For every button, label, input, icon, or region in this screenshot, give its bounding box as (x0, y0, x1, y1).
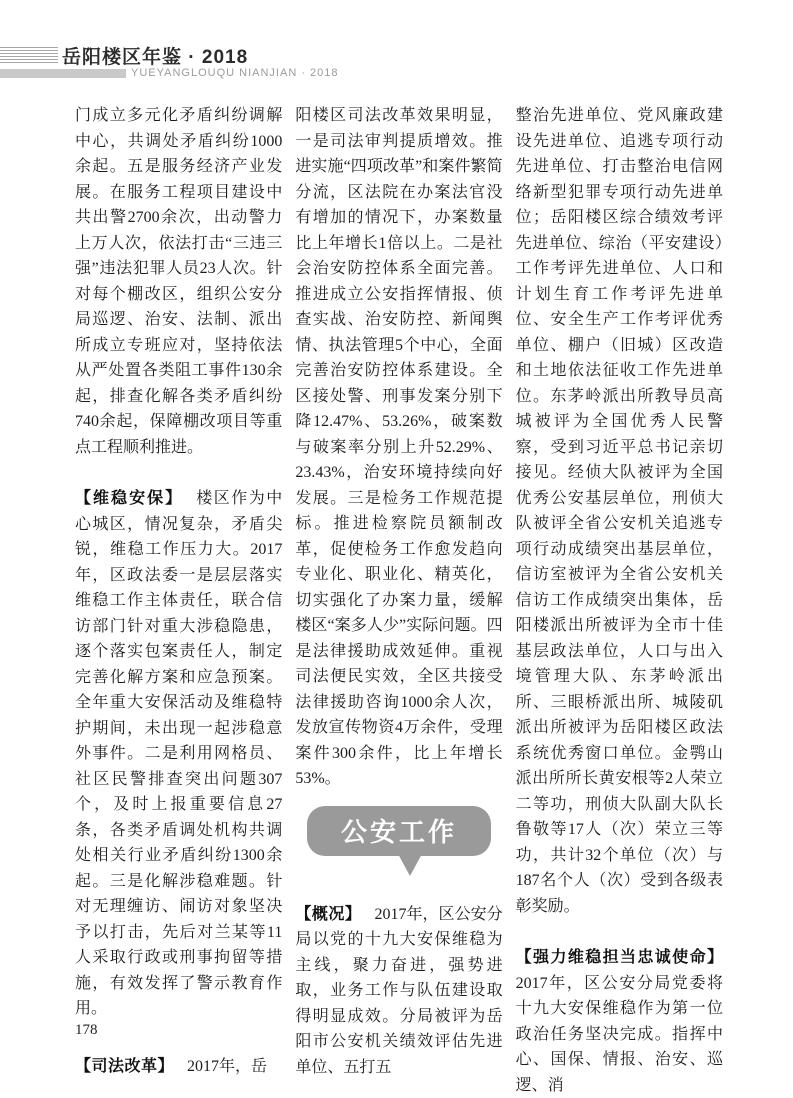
paragraph-text: 门成立多元化矛盾纠纷调解中心，共调处矛盾纠纷1000余起。五是服务经济产业发展。在服务工程项目建设中共出警2700余次，出动警力上万人次，依法打击“三违三强”违法犯罪人员23人次。针对每个棚改区，组织公安分局巡逻、治安、法制、派出所成立专班应对，坚持依法从严处置各类阻工事件130余起，排查化解各类矛盾纠纷740余起，保障棚改项目等重点工程顺利推进。 (75, 107, 283, 456)
section-heading: 【司法改革】 (75, 1057, 175, 1075)
bubble-pointer-decoration (397, 852, 423, 876)
paragraph-text: 阳楼区司法改革效果明显，一是司法审判提质增效。推进实施“四项改革”和案件繁简分流，区法院在办案法官没有增加的情况下，办案数量比上年增长1倍以上。二是社会治安防控体系全面完善。推进成立公安指挥情报、侦查实战、治安防控、新闻舆情、执法管理5个中心，全面完善治安防控体系建设。全区接处警、刑事发案分别下降12.47%、53.26%，破案数与破案率分别上升52.29%、23.43%，治安环境持续向好发展。三是检务工作规范提标。推进检察院员额制改革，促使检务工作愈发趋向专业化、职业化、精英化，切实强化了办案力量，缓解楼区“案多人少”实际问题。四是法律援助成效延伸。重视司法便民实效，全区共接受法律援助咨询1000余人次，发放宣传物资4万余件，受理案件300余件，比上年增长53%。 (295, 107, 503, 787)
section-gaikuang (295, 902, 502, 1081)
paragraph-continuation (295, 103, 502, 792)
section-sifa-gaige (75, 1054, 282, 1080)
section-text: 2017年，岳 (187, 1057, 268, 1075)
paragraph-text: 整治先进单位、党风廉政建设先进单位、追逃专项行动先进单位、打击整治电信网络新型犯罪专项行动先进单位；岳阳楼区综合绩效考评先进单位、综治（平安建设）工作考评先进单位、人口和计划生育工作考评先进单位、安全生产工作考评优秀单位、棚户（旧城）区改造和土地依法征收工作先进单位。东茅岭派出所教导员高城被评为全国优秀人民警察，受到习近平总书记亲切接见。经侦大队被评为全国优秀公安基层单位，刑侦大队被评全省公安机关追逃专项行动成绩突出基层单位，信访室被评为全省公安机关信访工作成绩突出集体，岳阳楼派出所被评为全市十佳基层政法单位，人口与出入境管理大队、东茅岭派出所、三眼桥派出所、城陵矶派出所被评为岳阳楼区政法系统优秀窗口单位。金鹗山派出所所长黄安根等2人荣立二等功，刑侦大队副大队长鲁敬等17人（次）荣立三等功，共计32个单位（次）与187名个人（次）受到各级表彰奖励。 (515, 107, 723, 915)
section-text: 2017年，区公安分局党委将十九大安保维稳作为第一位政治任务坚决完成。指挥中心、国保、情报、治安、巡逻、消 (515, 974, 723, 1094)
column-2 (295, 103, 502, 1098)
section-heading: 【强力维稳担当忠诚使命】 (515, 949, 723, 966)
section-text: 2017年，区公安分局以党的十九大安保维稳为主线，聚力奋进，强势进取，业务工作与队伍建设取得明显成效。分局被评为岳阳市公安机关绩效评估先进单位、五打五 (295, 905, 503, 1076)
paragraph-continuation (75, 103, 282, 460)
header-bar-decoration (0, 69, 126, 78)
page-title: 岳阳楼区年鉴 · 2018 (62, 47, 249, 68)
section-title-bubble (307, 806, 491, 878)
page-number: 178 (75, 1022, 98, 1038)
column-3 (516, 103, 723, 1098)
bubble-shape (307, 806, 491, 856)
page-subtitle: YUEYANGLOUQU NIANJIAN · 2018 (131, 67, 339, 79)
paragraph-continuation (516, 103, 723, 919)
page-body (75, 103, 723, 1098)
section-title-label: 公安工作 (340, 818, 457, 847)
header-pinstripes-decoration (0, 47, 58, 65)
section-heading: 【维稳安保】 (75, 490, 184, 507)
section-text: 楼区作为中心城区，情况复杂，矛盾尖锐，维稳工作压力大。2017年，区政法委一是层层落实维稳工作主体责任，联合信访部门针对重大涉稳隐患，逐个落实包案责任人，制定完善化解方案和应急预案。全年重大安保活动及维稳特护期间，未出现一起涉稳意外事件。二是利用网格员、社区民警排查突出问题307个，及时上报重要信息27条，各类矛盾调处机构共调处相关行业矛盾纠纷1300余起。三是化解涉稳难题。针对无理缠访、闹访对象坚决予以打击，先后对兰某等11人采取行政或刑事拘留等措施，有效发挥了警示教育作用。 (75, 490, 283, 1017)
section-qiangli-weiwen (516, 945, 723, 1098)
column-1 (75, 103, 282, 1098)
section-heading: 【概况】 (295, 905, 362, 923)
section-weiwen-anbao (75, 486, 282, 1022)
